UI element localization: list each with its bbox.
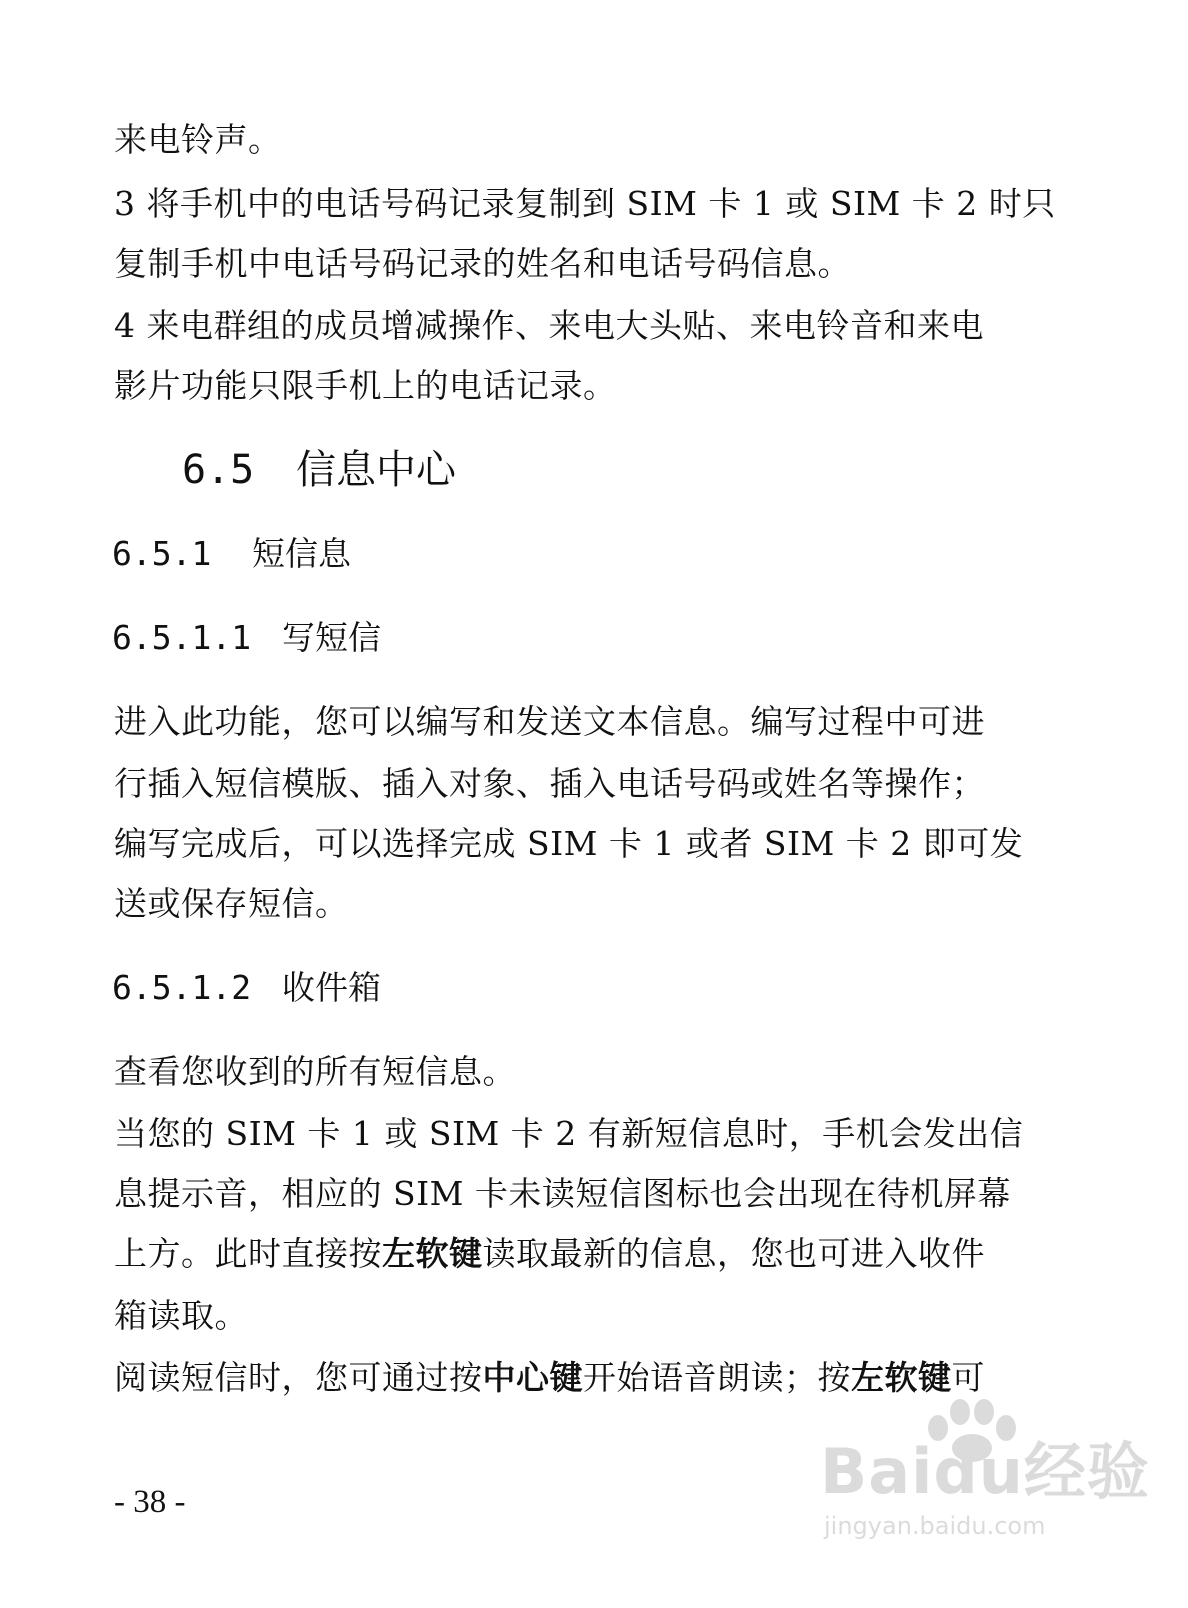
page-number: - 38 - <box>114 1484 186 1520</box>
text-run: 可 <box>951 1358 985 1397</box>
paragraph-line: 编写完成后，可以选择完成 SIM 卡 1 或者 SIM 卡 2 即可发 <box>114 824 1024 863</box>
watermark-url: jingyan.baidu.com <box>824 1512 1046 1540</box>
paragraph-line: 影片功能只限手机上的电话记录。 <box>114 366 617 405</box>
paragraph-line: 息提示音，相应的 SIM 卡未读短信图标也会出现在待机屏幕 <box>114 1174 1011 1213</box>
paragraph-line: 来电铃声。 <box>114 120 282 159</box>
text-run: 阅读短信时，您可通过按 <box>114 1358 483 1397</box>
subsubsection-title: 收件箱 <box>282 968 381 1007</box>
key-name-left-softkey: 左软键 <box>382 1234 483 1273</box>
paragraph-line: 3 将手机中的电话号码记录复制到 SIM 卡 1 或 SIM 卡 2 时只 <box>114 184 1056 223</box>
paragraph-line: 4 来电群组的成员增减操作、来电大头贴、来电铃音和来电 <box>114 306 984 345</box>
paragraph-line: 查看您收到的所有短信息。 <box>114 1052 516 1091</box>
paragraph-line: 进入此功能，您可以编写和发送文本信息。编写过程中可进 <box>114 702 985 741</box>
text-run: 读取最新的信息，您也可进入收件 <box>482 1234 985 1273</box>
paragraph-line: 行插入短信模版、插入对象、插入电话号码或姓名等操作； <box>114 764 985 803</box>
text-run: 开始语音朗读；按 <box>583 1358 851 1397</box>
paragraph-line <box>114 1358 985 1398</box>
paragraph-line: 当您的 SIM 卡 1 或 SIM 卡 2 有新短信息时，手机会发出信 <box>114 1114 1024 1153</box>
subsection-number: 6.5.1 <box>112 534 212 573</box>
section-title: 信息中心 <box>296 447 456 493</box>
baidu-watermark <box>820 1400 1150 1550</box>
watermark-logo-text: Baidu经验 <box>820 1435 1150 1508</box>
paragraph-line: 送或保存短信。 <box>114 884 349 923</box>
key-name-left-softkey: 左软键 <box>851 1358 952 1397</box>
subsection-title: 短信息 <box>252 534 351 573</box>
section-number: 6.5 <box>182 447 255 493</box>
paragraph-line: 箱读取。 <box>114 1296 248 1335</box>
key-name-center-key: 中心键 <box>482 1358 583 1397</box>
paragraph-line <box>114 1234 985 1274</box>
subsubsection-title: 写短信 <box>282 618 381 657</box>
subsubsection-number: 6.5.1.1 <box>112 618 252 657</box>
subsubsection-number: 6.5.1.2 <box>112 968 252 1007</box>
paragraph-line: 复制手机中电话号码记录的姓名和电话号码信息。 <box>114 244 851 283</box>
text-run: 上方。此时直接按 <box>114 1234 382 1273</box>
